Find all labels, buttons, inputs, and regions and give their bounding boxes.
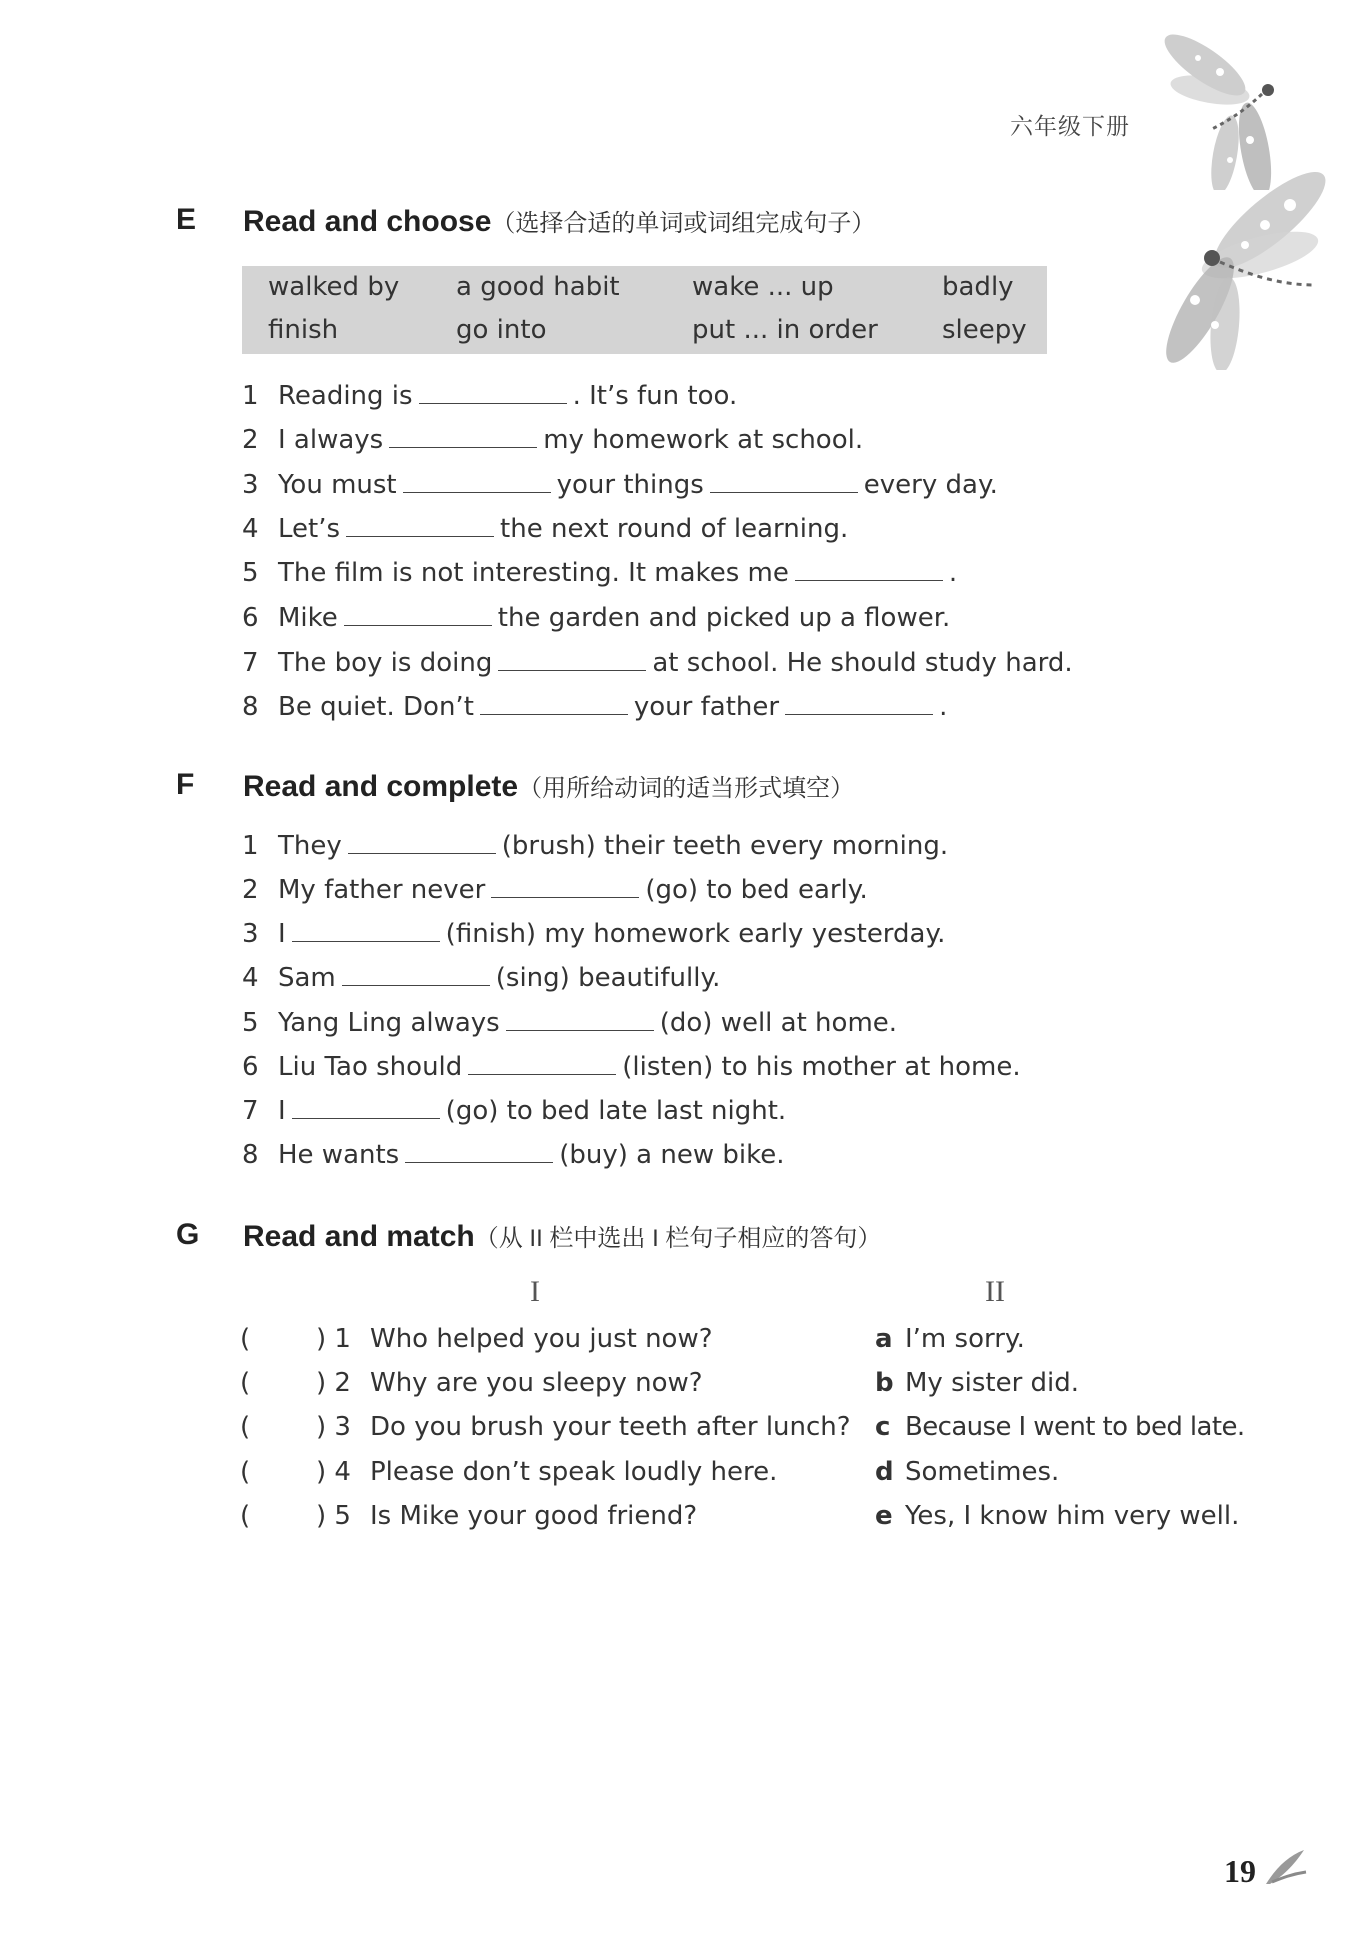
match-row-1 [0,1321,1350,1357]
question-number: 4 [334,1457,351,1487]
item-text: (sing) beautifully. [495,963,721,993]
item-text: Reading is [278,381,413,411]
item-number: 8 [242,1140,259,1170]
exercise-f-6 [242,1049,1021,1085]
section-f-title-text: Read and complete [243,770,519,803]
item-text: (do) well at home. [659,1008,898,1038]
paren-close [316,1321,351,1357]
item-text: I [278,1096,286,1126]
item-text: . It’s fun too. [572,381,738,411]
paren-open: ( [240,1368,251,1398]
answer-text: I’m sorry. [905,1324,1025,1354]
answer-text: My sister did. [905,1368,1080,1398]
section-e-title [243,203,875,239]
exercise-e-4 [242,511,848,547]
exercise-e-6 [242,600,950,636]
question-number: 5 [334,1501,351,1531]
item-text: You must [278,470,397,500]
item-text: . [948,558,958,588]
paren-close-char: ) [316,1368,327,1398]
item-text: at school. He should study hard. [652,648,1073,678]
paren-close [316,1409,351,1445]
question-number: 1 [334,1324,351,1354]
section-e-title-text: Read and choose [243,205,492,238]
match-row-4 [0,1454,1350,1490]
item-text: The film is not interesting. It makes me [278,558,789,588]
answer-blank[interactable] [348,829,496,854]
match-row-2 [0,1365,1350,1401]
grade-label: 六年级下册 [1010,114,1130,140]
paren-close [316,1365,351,1401]
question-text: Who helped you just now? [370,1324,713,1354]
paren-close-char: ) [316,1412,327,1442]
exercise-f-1 [242,828,948,864]
item-number: 5 [242,1008,259,1038]
answer-blank[interactable] [480,690,628,715]
exercise-f-4 [242,960,720,996]
item-text: every day. [863,470,998,500]
item-number: 8 [242,692,259,722]
match-row-3 [0,1409,1350,1445]
item-text: Yang Ling always [278,1008,500,1038]
answer-letter: c [875,1412,891,1442]
item-text: (go) to bed early. [645,875,868,905]
answer-blank[interactable] [785,690,933,715]
item-text: (go) to bed late last night. [445,1096,787,1126]
word-bank-item: put ... in order [692,315,878,345]
question-number: 2 [334,1368,351,1398]
question-text: Do you brush your teeth after lunch? [370,1412,851,1442]
answer-blank[interactable] [346,512,494,537]
exercise-f-7 [242,1093,786,1129]
item-text: (listen) to his mother at home. [622,1052,1021,1082]
item-text: your father [633,692,780,722]
answer-letter: b [875,1368,894,1398]
paren-close-char: ) [316,1324,327,1354]
item-number: 4 [242,963,259,993]
item-text: Liu Tao should [278,1052,463,1082]
question-text: Is Mike your good friend? [370,1501,698,1531]
question-text: Why are you sleepy now? [370,1368,703,1398]
answer-blank[interactable] [506,1006,654,1031]
word-bank-item: badly [942,272,1014,302]
answer-blank[interactable] [344,601,492,626]
item-text: Sam [278,963,336,993]
section-f-letter: F [176,768,195,801]
item-text: (brush) their teeth every morning. [501,831,949,861]
answer-blank[interactable] [292,1094,440,1119]
item-number: 1 [242,381,259,411]
answer-blank[interactable] [710,468,858,493]
exercise-e-7 [242,645,1073,681]
paren-open: ( [240,1412,251,1442]
exercise-f-8 [242,1137,784,1173]
exercise-e-1 [242,378,737,414]
item-text: the next round of learning. [500,514,849,544]
item-number: 3 [242,470,259,500]
item-number: 2 [242,425,259,455]
section-g-subtitle: （从 II 栏中选出 I 栏句子相应的答句） [474,1225,882,1252]
item-number: 4 [242,514,259,544]
answer-blank[interactable] [419,379,567,404]
item-number: 6 [242,603,259,633]
item-number: 1 [242,831,259,861]
leaf-icon [1262,1848,1308,1888]
item-number: 7 [242,648,259,678]
item-text: Mike [278,603,338,633]
exercise-f-3 [242,916,945,952]
word-bank-item: a good habit [456,272,620,302]
word-bank-item: walked by [268,272,400,302]
section-e-letter: E [176,203,197,236]
item-text: the garden and picked up a flower. [497,603,951,633]
exercise-f-5 [242,1005,897,1041]
item-number: 3 [242,919,259,949]
item-number: 2 [242,875,259,905]
item-text: your things [556,470,704,500]
section-g-letter: G [176,1218,200,1251]
item-text: Be quiet. Don’t [278,692,474,722]
paren-open: ( [240,1457,251,1487]
exercise-e-2 [242,422,863,458]
item-text: I [278,919,286,949]
dragonfly-illustration-bottom [1140,150,1340,370]
section-e-subtitle: （选择合适的单词或词组完成句子） [491,210,876,237]
item-text: The boy is doing [278,648,493,678]
answer-blank[interactable] [292,917,440,942]
answer-blank[interactable] [342,961,490,986]
paren-open: ( [240,1324,251,1354]
word-bank-item: wake ... up [692,272,834,302]
section-g-title-text: Read and match [243,1220,475,1253]
paren-close-char: ) [316,1501,327,1531]
answer-text: Yes, I know him very well. [905,1501,1240,1531]
answer-letter: d [875,1457,894,1487]
answer-blank[interactable] [491,873,639,898]
answer-blank[interactable] [468,1050,616,1075]
item-text: I always [278,425,384,455]
item-number: 7 [242,1096,259,1126]
question-number: 3 [334,1412,351,1442]
item-text: (finish) my homework early yesterday. [445,919,946,949]
word-bank-item: go into [456,315,547,345]
answer-blank[interactable] [389,423,537,448]
answer-letter: e [875,1501,893,1531]
answer-blank[interactable] [405,1138,553,1163]
word-bank-item: finish [268,315,339,345]
item-text: (buy) a new bike. [559,1140,785,1170]
section-f-subtitle: （用所给动词的适当形式填空） [518,775,855,802]
item-number: 5 [242,558,259,588]
item-number: 6 [242,1052,259,1082]
item-text: My father never [278,875,486,905]
column-two-heading: II [985,1275,1005,1308]
answer-text: Sometimes. [905,1457,1060,1487]
match-row-5 [0,1498,1350,1534]
exercise-e-8 [242,689,947,725]
word-bank-item: sleepy [942,315,1027,345]
paren-open: ( [240,1501,251,1531]
section-g-title [243,1218,881,1254]
answer-blank[interactable] [403,468,551,493]
item-text: my homework at school. [543,425,864,455]
question-text: Please don’t speak loudly here. [370,1457,778,1487]
exercise-e-5 [242,555,957,591]
answer-blank[interactable] [795,556,943,581]
answer-letter: a [875,1324,893,1354]
page-number: 19 [1224,1853,1256,1889]
column-one-heading: I [530,1275,540,1308]
paren-close [316,1498,351,1534]
word-bank [242,266,1047,354]
answer-blank[interactable] [498,646,646,671]
item-text: . [939,692,948,722]
paren-close-char: ) [316,1457,327,1487]
item-text: Let’s [278,514,341,544]
answer-text: Because I went to bed late. [905,1412,1245,1442]
section-f-title [243,768,854,804]
item-text: He wants [278,1140,400,1170]
exercise-f-2 [242,872,868,908]
exercise-e-3 [242,467,998,503]
paren-close [316,1454,351,1490]
item-text: They [278,831,342,861]
